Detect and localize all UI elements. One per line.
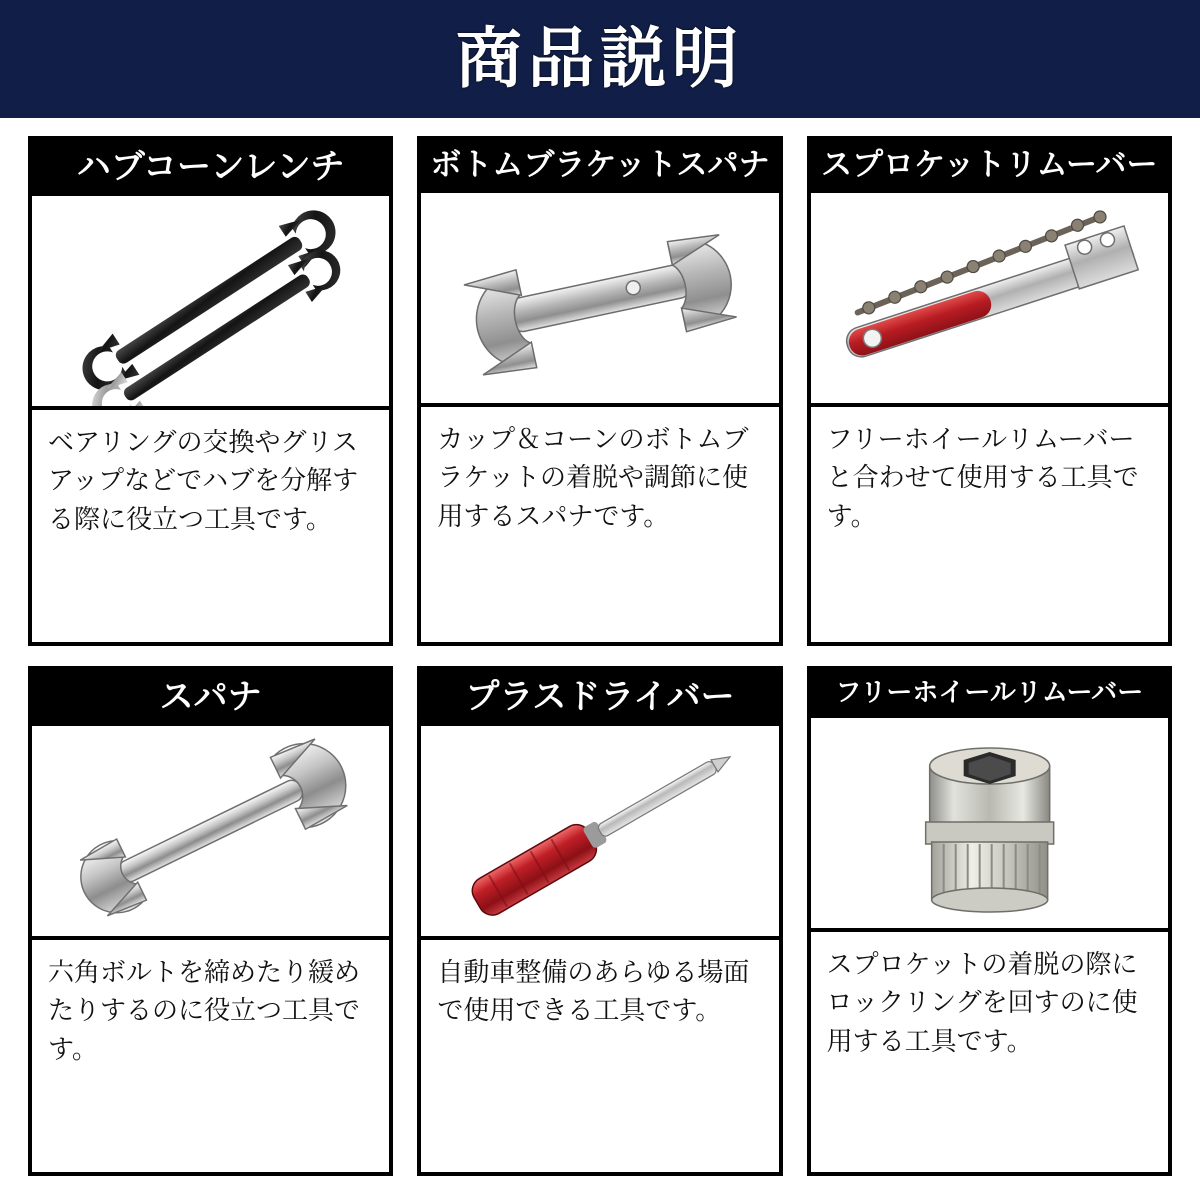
tool-card-description: カップ＆コーンのボトムブラケットの着脱や調節に使用するスパナです。 — [437, 425, 749, 532]
tool-card-phillips-screwdriver — [417, 666, 782, 1176]
tool-card-description: 自動車整備のあらゆる場面で使用できる工具です。 — [437, 958, 750, 1027]
tool-card-freewheel-remover — [807, 666, 1172, 1176]
tool-card-spanner — [28, 666, 393, 1176]
phillips-screwdriver-image — [421, 726, 778, 940]
tool-card-description: スプロケットの着脱の際にロックリングを回すのに使用する工具です。 — [826, 950, 1138, 1057]
sprocket-remover-image — [811, 193, 1168, 407]
tool-card-grid — [0, 118, 1200, 1196]
page-title: 商品説明 — [456, 20, 744, 97]
tool-card-title: ハブコーンレンチ — [32, 140, 389, 196]
page-banner — [0, 0, 1200, 118]
bottom-bracket-spanner-image — [421, 193, 778, 407]
tool-card-bottom-bracket-spanner — [417, 136, 782, 646]
tool-card-title: ボトムブラケットスパナ — [421, 140, 778, 193]
tool-card-description: 六角ボルトを締めたり緩めたりするのに役立つ工具です。 — [48, 958, 361, 1065]
tool-card-description: フリーホイールリムーバーと合わせて使用する工具です。 — [826, 425, 1139, 532]
tool-card-sprocket-remover — [807, 136, 1172, 646]
svg-text:— — —: — — — — [190, 815, 236, 847]
hub-cone-wrench-image — [32, 196, 389, 410]
tool-card-hub-cone-wrench — [28, 136, 393, 646]
tool-card-title: フリーホイールリムーバー — [811, 670, 1168, 718]
freewheel-remover-image — [811, 718, 1168, 932]
tool-card-title: スプロケットリムーバー — [811, 140, 1168, 193]
tool-card-title: プラスドライバー — [421, 670, 778, 726]
spanner-image — [32, 726, 389, 940]
tool-card-title: スパナ — [32, 670, 389, 726]
tool-card-description: ベアリングの交換やグリスアップなどでハブを分解する際に役立つ工具です。 — [48, 428, 359, 535]
